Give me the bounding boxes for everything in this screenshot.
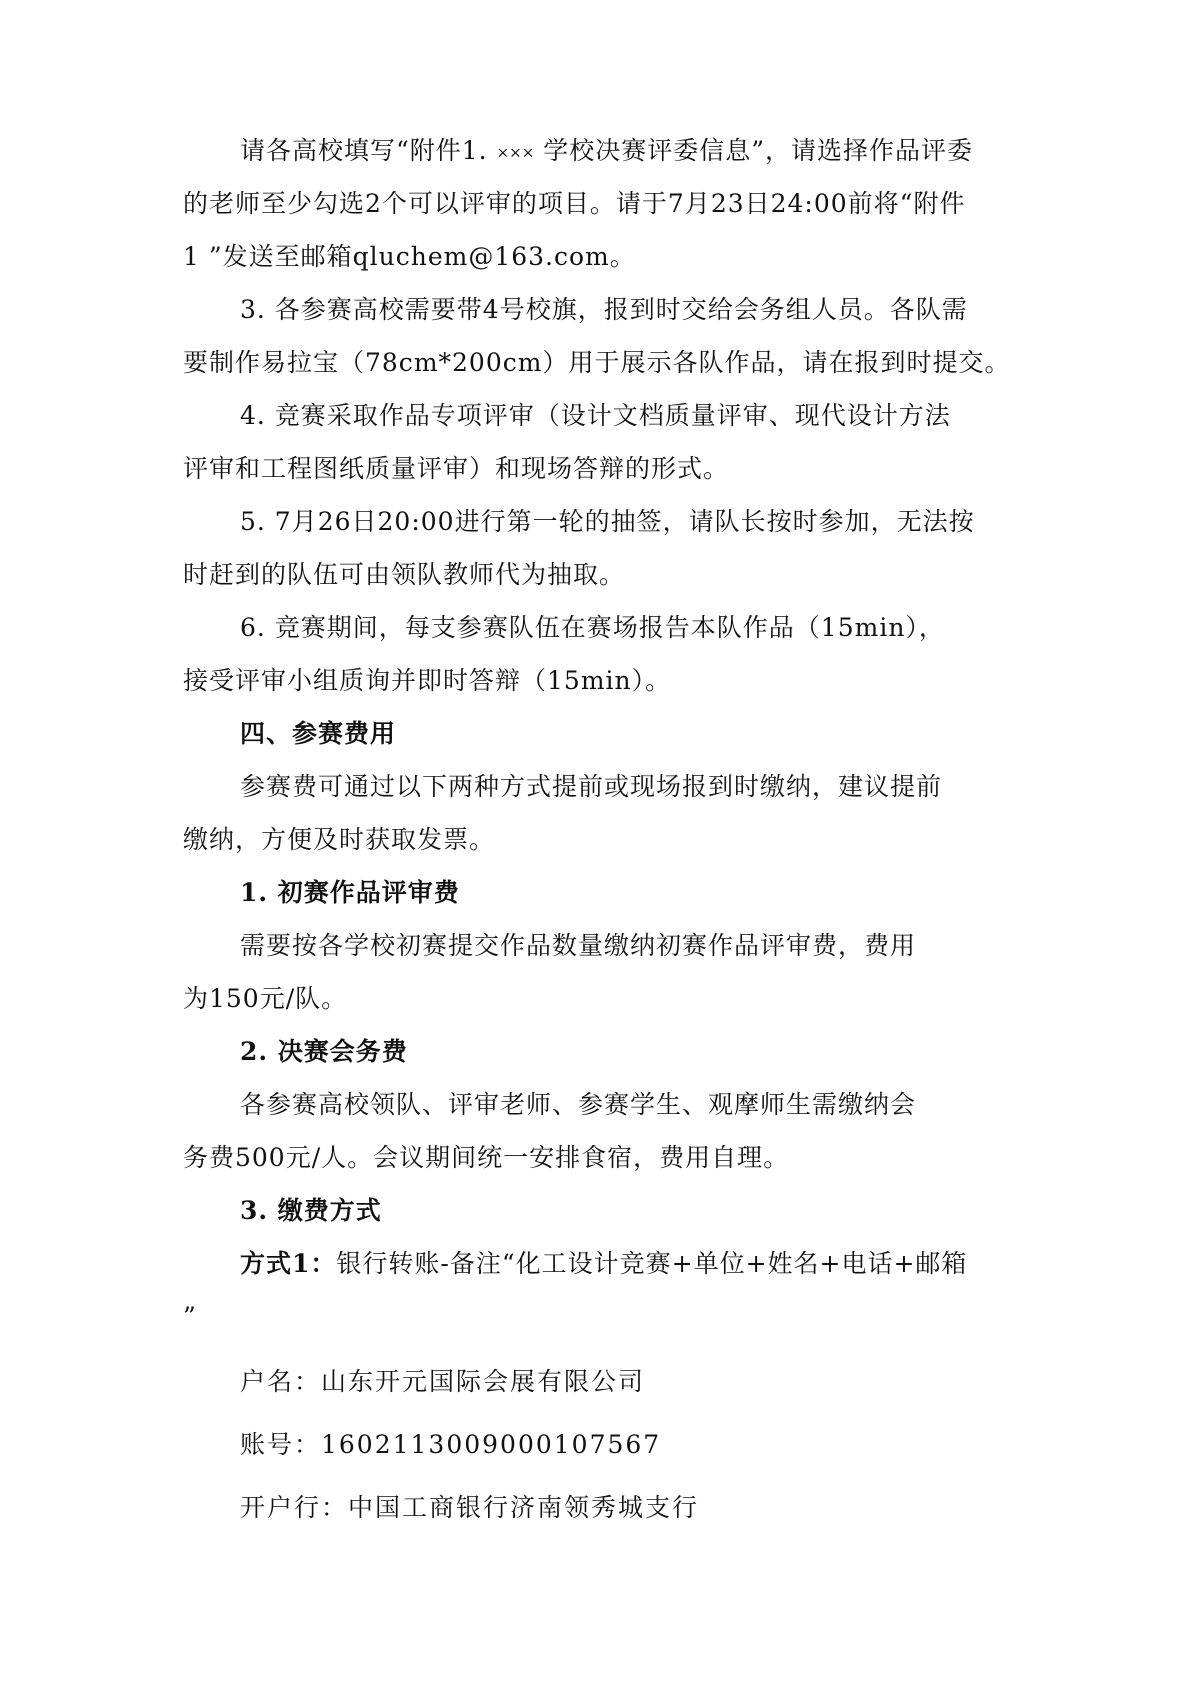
- bank-account-name: 户名：山东开元国际会展有限公司: [240, 1367, 646, 1396]
- paragraph-3-line-2: 要制作易拉宝（78cm*200cm）用于展示各队作品，请在报到时提交。: [183, 348, 1011, 377]
- subheading-payment-method: 3. 缴费方式: [240, 1196, 382, 1225]
- paragraph-6-line-2: 接受评审小组质询并即时答辩（15min）。: [183, 666, 672, 695]
- bank-account-number: 账号：1602113009000107567: [240, 1430, 662, 1459]
- payment-way-1-continuation: ”: [183, 1302, 197, 1331]
- paragraph-6-line-1: 6. 竞赛期间，每支参赛队伍在赛场报告本队作品（15min），: [240, 613, 945, 642]
- subheading-prelim-review-fee: 1. 初赛作品评审费: [240, 878, 460, 907]
- paragraph-form-line-3: 1 ”发送至邮箱qluchem@163.com。: [183, 242, 636, 271]
- bank-branch-name: 开户行：中国工商银行济南领秀城支行: [240, 1493, 700, 1522]
- paragraph-4-line-1: 4. 竞赛采取作品专项评审（设计文档质量评审、现代设计方法: [240, 401, 951, 430]
- subheading-final-meeting-fee: 2. 决赛会务费: [240, 1037, 408, 1066]
- section-heading-fees: 四、参赛费用: [240, 719, 397, 748]
- placeholder-mark: ×××: [496, 143, 535, 162]
- payment-way-1-line: [240, 1247, 967, 1281]
- paragraph-3-line-1: 3. 各参赛高校需要带4号校旗，报到时交给会务组人员。各队需: [240, 295, 968, 324]
- final-fee-line-2: 务费500元/人。会议期间统一安排食宿，费用自理。: [183, 1143, 790, 1172]
- final-fee-line-1: 各参赛高校领队、评审老师、参赛学生、观摩师生需缴纳会: [240, 1090, 917, 1119]
- prelim-fee-line-1: 需要按各学校初赛提交作品数量缴纳初赛作品评审费，费用: [240, 931, 917, 960]
- payment-way-1-label: 方式1：: [240, 1249, 337, 1278]
- paragraph-form-line-1: [240, 134, 973, 170]
- form-text-before: 请各高校填写“附件1.: [240, 136, 497, 165]
- paragraph-5-line-2: 时赶到的队伍可由领队教师代为抽取。: [183, 560, 626, 589]
- paragraph-4-line-2: 评审和工程图纸质量评审）和现场答辩的形式。: [183, 454, 730, 483]
- prelim-fee-line-2: 为150元/队。: [183, 984, 348, 1013]
- fees-intro-line-1: 参赛费可通过以下两种方式提前或现场报到时缴纳，建议提前: [240, 772, 943, 801]
- fees-intro-line-2: 缴纳，方便及时获取发票。: [183, 825, 496, 854]
- paragraph-5-line-1: 5. 7月26日20:00进行第一轮的抽签，请队长按时参加，无法按: [240, 507, 975, 536]
- form-text-after: 学校决赛评委信息”，请选择作品评委: [534, 136, 974, 165]
- paragraph-form-line-2: 的老师至少勾选2个可以评审的项目。请于7月23日24:00前将“附件: [183, 189, 966, 218]
- payment-way-1-text: 银行转账-备注“化工设计竞赛+单位+姓名+电话+邮箱: [336, 1249, 968, 1278]
